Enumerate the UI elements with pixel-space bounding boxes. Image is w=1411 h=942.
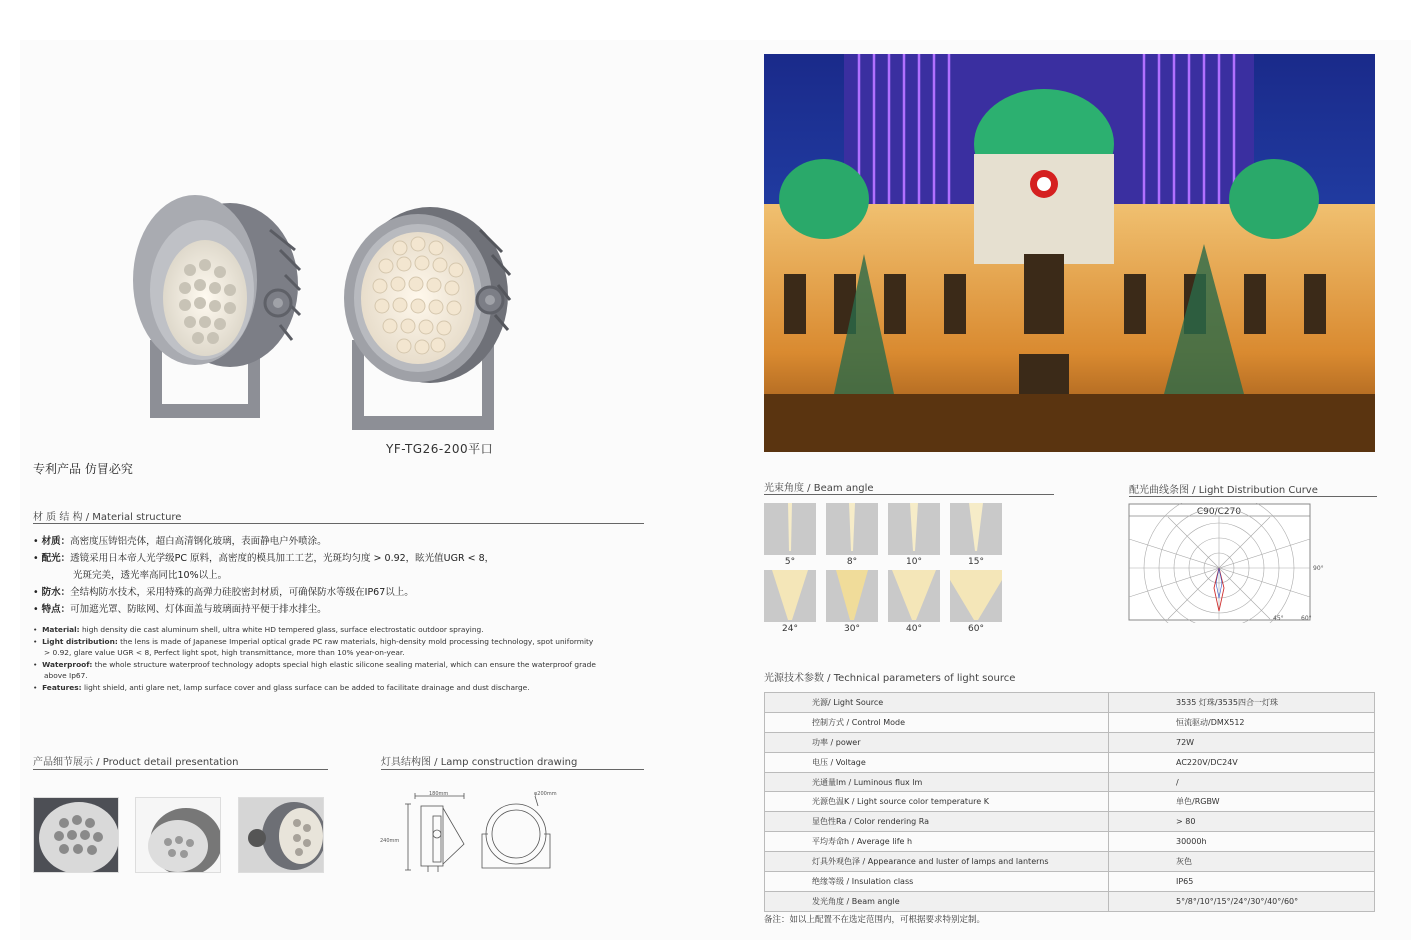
curve-section-title: 配光曲线条图 / Light Distribution Curve xyxy=(1129,485,1318,496)
beam-label-8: 8° xyxy=(846,557,858,567)
beam-tile-60 xyxy=(950,570,1002,622)
detail-section-title: 产品细节展示 / Product detail presentation xyxy=(33,757,239,768)
spec-key: 功率 / power xyxy=(765,732,1109,752)
left-page xyxy=(20,40,700,940)
en-bullet-list xyxy=(33,624,598,693)
spec-value: 5°/8°/10°/15°/24°/30°/40°/60° xyxy=(1109,891,1375,911)
table-row xyxy=(765,792,1375,812)
spec-key: 光源/ Light Source xyxy=(765,693,1109,713)
beam-tile-5 xyxy=(764,503,816,555)
spec-key: 平均寿命h / Average life h xyxy=(765,832,1109,852)
spec-value: 30000h xyxy=(1109,832,1375,852)
detail-section-rule xyxy=(33,769,328,770)
construction-section-title: 灯具结构图 / Lamp construction drawing xyxy=(381,757,578,768)
spec-key: 灯具外观色泽 / Appearance and luster of lamps and lanterns xyxy=(765,852,1109,872)
spec-key: 电压 / Voltage xyxy=(765,752,1109,772)
cn-bullet: 光斑完美，透光率高同比10%以上。 xyxy=(73,570,228,581)
spec-key: 绝缘等级 / Insulation class xyxy=(765,872,1109,892)
spec-key: 光源色温K / Light source color temperature K xyxy=(765,792,1109,812)
beam-label-40: 40° xyxy=(906,624,922,634)
spec-key: 控制方式 / Control Mode xyxy=(765,712,1109,732)
beam-section-title: 光束角度 / Beam angle xyxy=(764,483,874,494)
cn-bullet: • 防水：全结构防水技术，采用特殊的高弹力硅胶密封材质，可确保防水等级在IP67以上。 xyxy=(33,587,414,598)
material-section-rule xyxy=(33,523,644,524)
cn-bullet: • 配光：透镜采用日本帝人光学级PC 原料，高密度的模具加工工艺，光斑均匀度 > 0.92，眩光值UGR < 8， xyxy=(33,553,495,564)
cn-bullet-list xyxy=(33,533,653,618)
beam-tile-30 xyxy=(826,570,878,622)
table-row xyxy=(765,772,1375,792)
product-image-hooded xyxy=(120,190,310,435)
table-row xyxy=(765,712,1375,732)
spec-value: > 80 xyxy=(1109,812,1375,832)
curve-section-rule xyxy=(1129,496,1377,497)
table-row xyxy=(765,832,1375,852)
detail-thumb-hood xyxy=(135,797,221,873)
spec-key: 光通量lm / Luminous flux lm xyxy=(765,772,1109,792)
table-row xyxy=(765,752,1375,772)
beam-label-5: 5° xyxy=(784,557,796,567)
dim-width: 180mm xyxy=(429,791,449,797)
material-section-title: 材 质 结 构 / Material structure xyxy=(33,512,182,523)
spec-value: IP65 xyxy=(1109,872,1375,892)
spec-value: 单色/RGBW xyxy=(1109,792,1375,812)
en-bullet: • Material: high density die cast aluminum shell, ultra white HD tempered glass, surface electrostatic outdoor spraying. xyxy=(33,625,484,634)
detail-thumb-front xyxy=(33,797,119,873)
building-night-photo xyxy=(764,54,1375,452)
en-bullet: • Features: light shield, anti glare net, lamp surface cover and glass surface can be added to facilitate drainage and dust discharge. xyxy=(33,682,530,692)
beam-tile-15 xyxy=(950,503,1002,555)
curve-label-45: 45° xyxy=(1273,615,1284,622)
curve-label-90: 90° xyxy=(1313,565,1324,572)
product-image-flat xyxy=(330,200,515,435)
patent-note: 专利产品 仿冒必究 xyxy=(33,462,133,476)
model-name: YF-TG26-200平口 xyxy=(386,442,494,456)
beam-tile-24 xyxy=(764,570,816,622)
spec-value: 恒流驱动/DMX512 xyxy=(1109,712,1375,732)
beam-label-24: 24° xyxy=(782,624,798,634)
table-row xyxy=(765,872,1375,892)
curve-title: C90/C270 xyxy=(1196,507,1242,517)
spec-value: 3535 灯珠/3535四合一灯珠 xyxy=(1109,693,1375,713)
spec-key: 发光角度 / Beam angle xyxy=(765,891,1109,911)
en-bullet: • Waterproof: the whole structure waterproof technology adopts special high elastic silicone sealing material, which can ensure the waterproof grade above Ip67. xyxy=(33,659,596,680)
table-row xyxy=(765,891,1375,911)
footnote: 备注：如以上配置不在选定范围内，可根据要求特别定制。 xyxy=(764,915,986,925)
spec-value: / xyxy=(1109,772,1375,792)
spec-value: 72W xyxy=(1109,732,1375,752)
table-row xyxy=(765,852,1375,872)
beam-label-60: 60° xyxy=(968,624,984,634)
beam-tile-40 xyxy=(888,570,940,622)
beam-label-10: 10° xyxy=(906,557,922,567)
table-row xyxy=(765,732,1375,752)
beam-section-rule xyxy=(764,494,1054,495)
beam-tile-8 xyxy=(826,503,878,555)
table-row xyxy=(765,812,1375,832)
curve-label-60: 60° xyxy=(1301,615,1312,622)
spec-value: AC220V/DC24V xyxy=(1109,752,1375,772)
en-bullet: • Light distribution: the lens is made of Japanese Imperial optical grade PC raw materials, high-density mold processing technology, spot uniformity > 0.92, glare value UGR < 8, Perfect light spot, high transmittance, more than 10% year-on-year. xyxy=(33,636,594,657)
spec-value: 灰色 xyxy=(1109,852,1375,872)
beam-tile-10 xyxy=(888,503,940,555)
light-distribution-curve xyxy=(1128,503,1338,623)
table-row xyxy=(765,693,1375,713)
cn-bullet: • 特点：可加遮光罩、防眩网、灯体面盖与玻璃面持平便于排水排尘。 xyxy=(33,604,327,615)
tech-section-title: 光源技术参数 / Technical parameters of light source xyxy=(764,673,1016,684)
spec-key: 显色性Ra / Color rendering Ra xyxy=(765,812,1109,832)
lamp-construction-drawing xyxy=(378,786,568,876)
detail-thumb-side xyxy=(238,797,324,873)
cn-bullet: • 材质：高密度压铸铝壳体，超白高清钢化玻璃，表面静电户外喷涂。 xyxy=(33,536,327,547)
beam-label-30: 30° xyxy=(844,624,860,634)
beam-label-15: 15° xyxy=(968,557,984,567)
dim-height: 240mm xyxy=(380,838,400,844)
construction-section-rule xyxy=(381,769,644,770)
spec-table xyxy=(764,692,1375,912)
dim-diameter: φ200mm xyxy=(534,791,557,797)
